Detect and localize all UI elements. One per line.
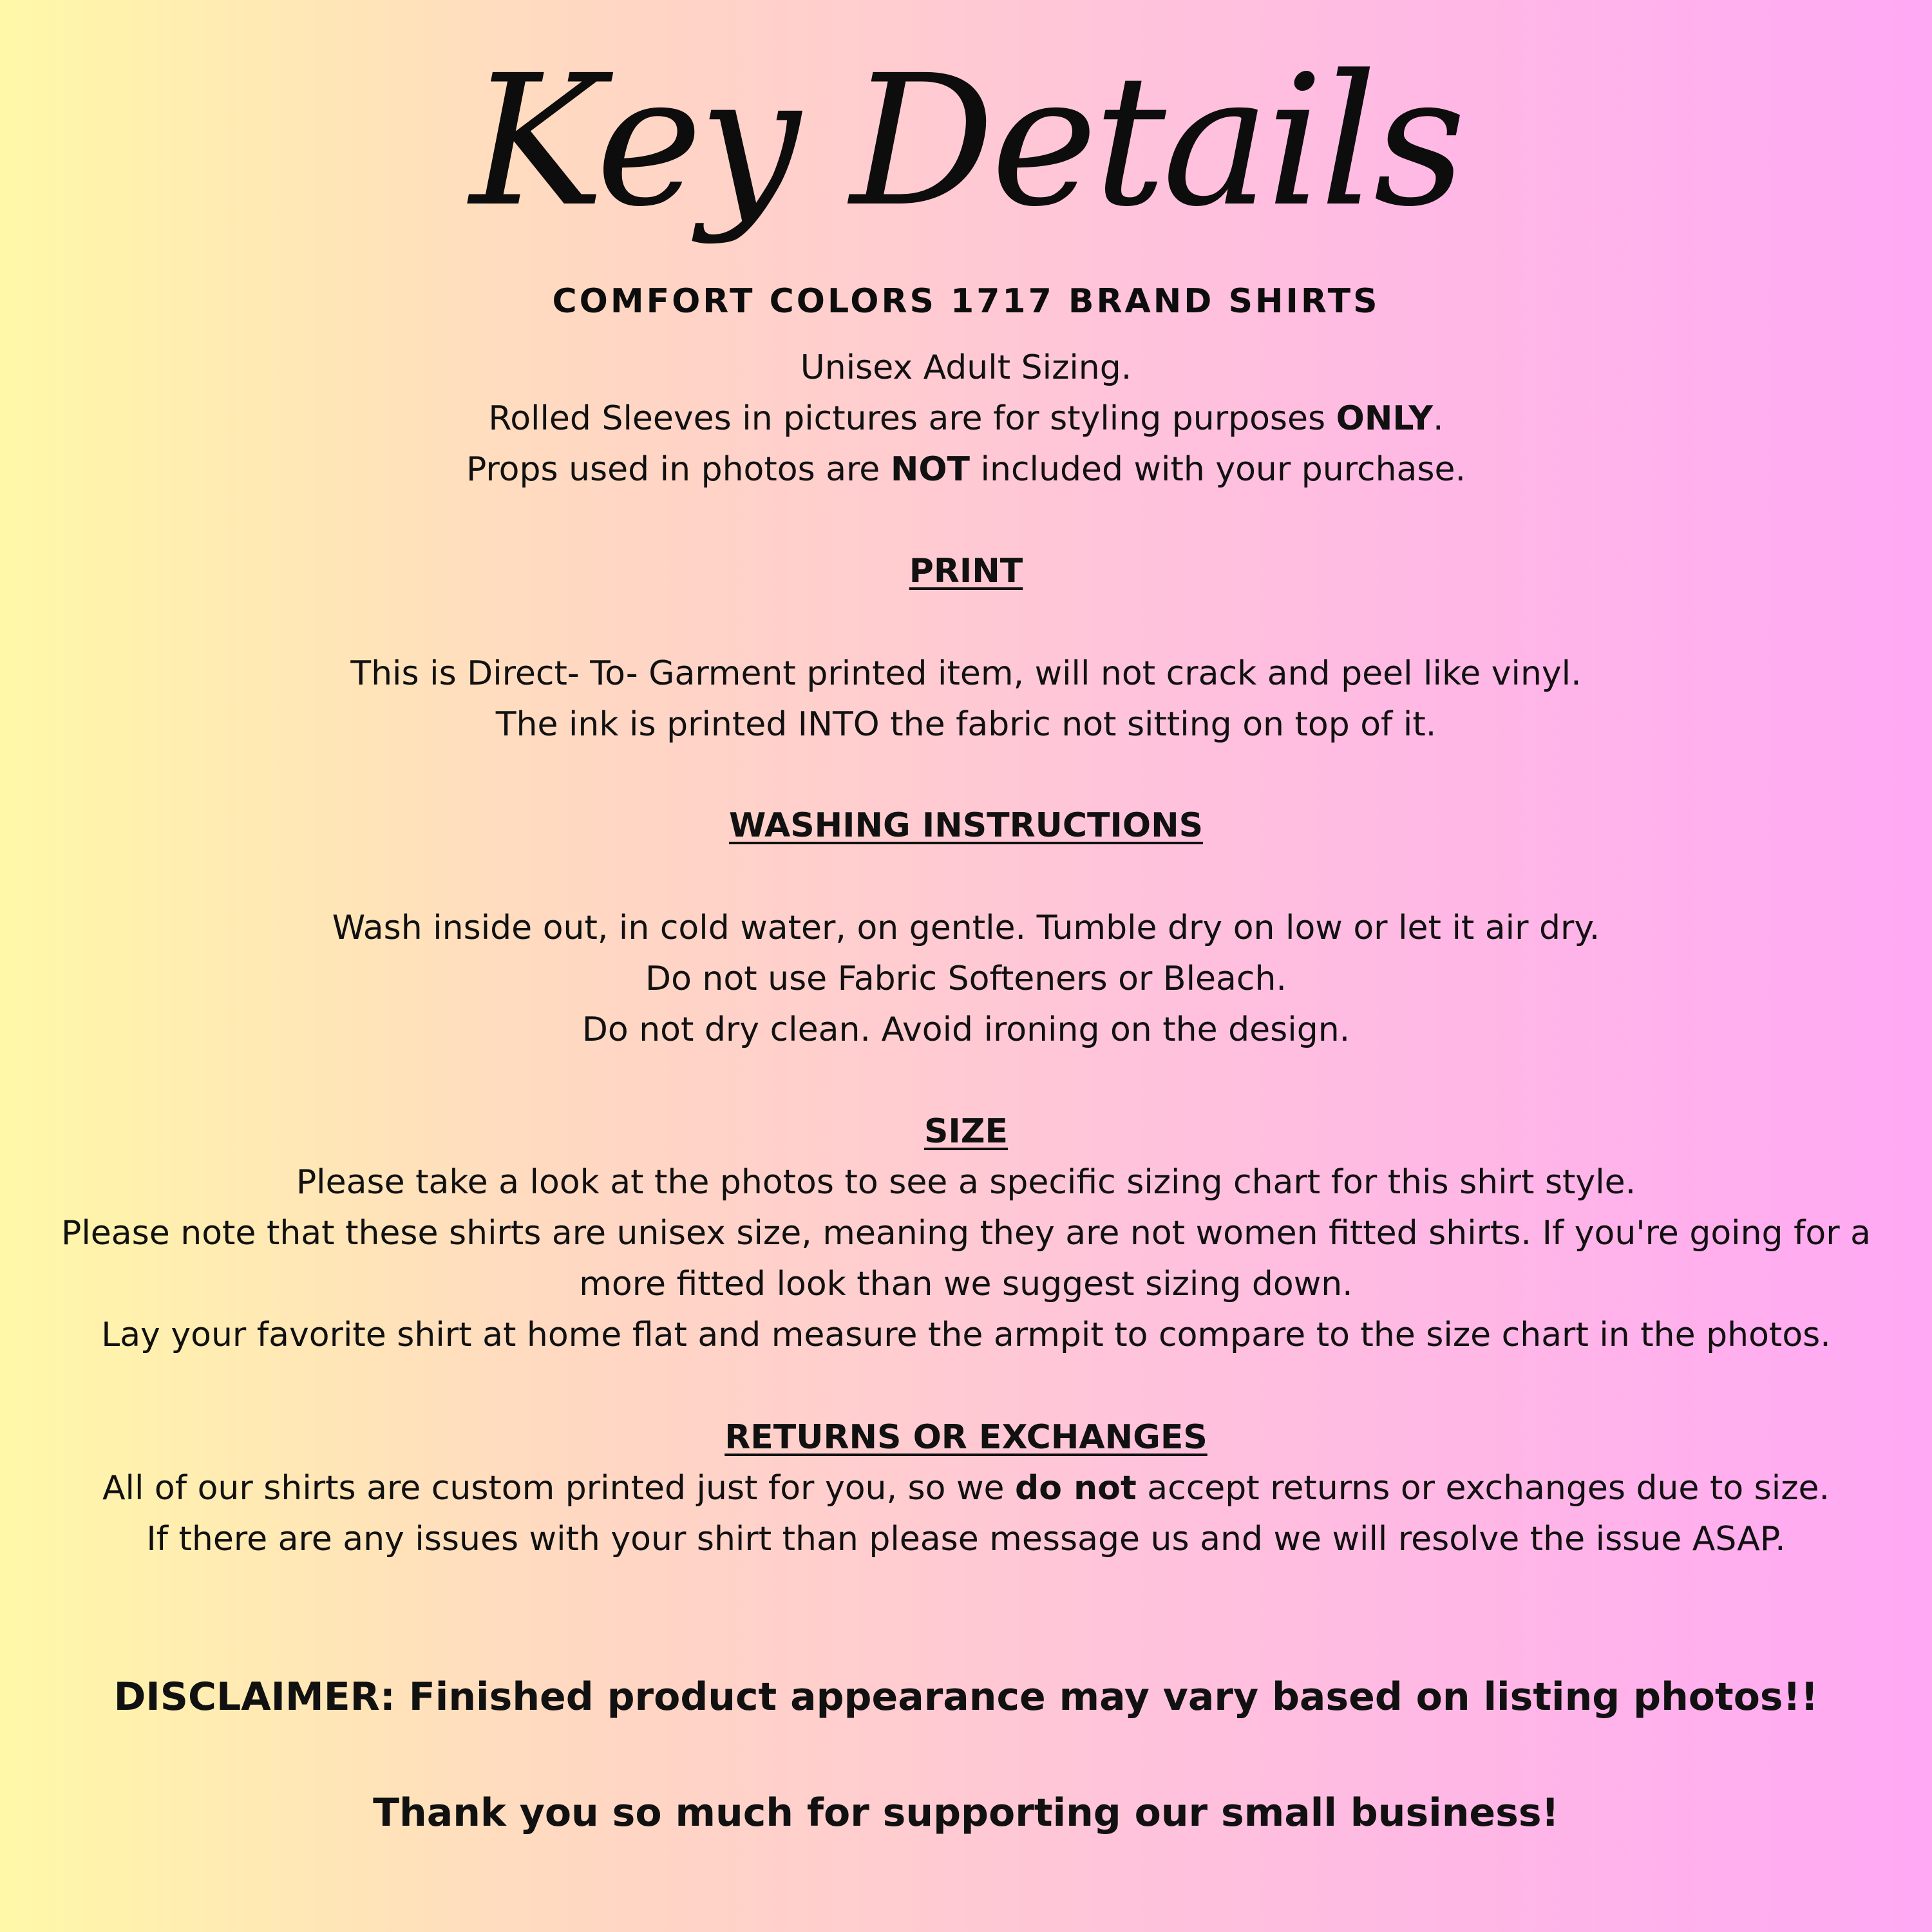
size-line-1: Please take a look at the photos to see a specific sizing chart for this shirt style.: [296, 1163, 1636, 1202]
intro-line-props-text: Props used in photos are: [466, 450, 891, 489]
intro-section: [0, 343, 1932, 495]
returns-line-1-emphasis: do not: [1015, 1469, 1137, 1508]
intro-line-sleeves-text: Rolled Sleeves in pictures are for styling purposes: [488, 399, 1336, 438]
size-heading: SIZE: [923, 1112, 1009, 1151]
intro-line-props-emphasis: NOT: [890, 450, 971, 489]
intro-line-props: [0, 444, 1932, 495]
returns-section: [0, 1412, 1932, 1565]
size-line-2: Please note that these shirts are unisex size, meaning they are not women fitted shirts. If you're going for a: [61, 1214, 1871, 1253]
intro-line-sleeves-emphasis: ONLY: [1336, 399, 1434, 438]
thank-you-text: Thank you so much for supporting our small business!: [373, 1790, 1559, 1835]
size-line-4: Lay your favorite shirt at home flat and measure the armpit to compare to the size chart in the photos.: [101, 1316, 1831, 1354]
returns-line-1-text: All of our shirts are custom printed just for you, so we: [102, 1469, 1016, 1508]
size-section: [0, 1106, 1932, 1361]
washing-section: [0, 800, 1932, 851]
returns-line-2: If there are any issues with your shirt than please message us and we will resolve the issue ASAP.: [146, 1520, 1786, 1558]
size-line-3: more fitted look than we suggest sizing down.: [579, 1265, 1353, 1303]
returns-heading: RETURNS OR EXCHANGES: [724, 1418, 1208, 1457]
returns-line-1: [0, 1463, 1932, 1514]
thanks-section: [0, 1787, 1932, 1839]
print-heading: PRINT: [909, 552, 1023, 591]
page-title: Key Details: [469, 37, 1463, 247]
print-section: [0, 546, 1932, 597]
disclaimer-text: DISCLAIMER: Finished product appearance may vary based on listing photos!!: [113, 1674, 1819, 1719]
returns-line-1-end: accept returns or exchanges due to size.: [1136, 1469, 1830, 1508]
intro-line-sleeves: [0, 393, 1932, 444]
intro-line-sleeves-end: .: [1433, 399, 1444, 438]
print-body: [0, 649, 1932, 750]
intro-line-props-end: included with your purchase.: [970, 450, 1466, 489]
washing-line-1: Wash inside out, in cold water, on gentle. Tumble dry on low or let it air dry.: [332, 909, 1600, 947]
disclaimer-section: [0, 1671, 1932, 1723]
washing-line-3: Do not dry clean. Avoid ironing on the design.: [582, 1010, 1350, 1049]
brand-subtitle: COMFORT COLORS 1717 BRAND SHIRTS: [552, 282, 1380, 321]
washing-line-2: Do not use Fabric Softeners or Bleach.: [645, 960, 1287, 998]
washing-heading: WASHING INSTRUCTIONS: [728, 806, 1204, 845]
washing-body: [0, 903, 1932, 1056]
print-line-ink: The ink is printed INTO the fabric not sitting on top of it.: [495, 705, 1437, 744]
intro-line-sizing: Unisex Adult Sizing.: [800, 348, 1132, 387]
print-line-dtg: This is Direct- To- Garment printed item, will not crack and peel like vinyl.: [350, 654, 1582, 693]
